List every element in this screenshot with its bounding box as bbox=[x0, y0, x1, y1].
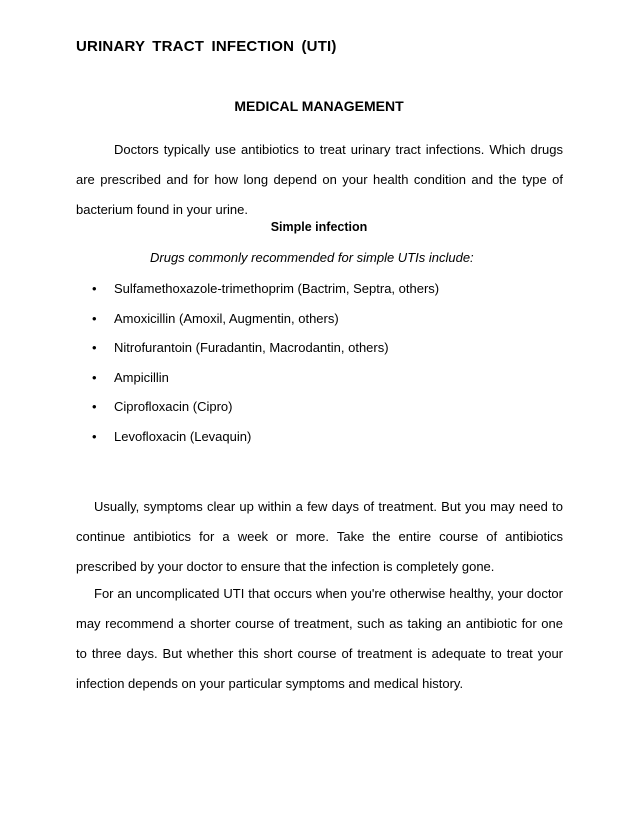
section-heading-text: MEDICAL MANAGEMENT bbox=[234, 98, 404, 114]
subheading-text: Simple infection bbox=[270, 220, 368, 234]
subheading-simple-infection bbox=[0, 220, 638, 234]
bullet-icon: • bbox=[92, 281, 97, 296]
list-item bbox=[92, 308, 439, 338]
document-title: URINARY TRACT INFECTION (UTI) bbox=[76, 38, 337, 55]
uncomplicated-uti-paragraph: For an uncomplicated UTI that occurs when you're otherwise healthy, your doctor may recommend a shorter course of treatment, such as taking an antibiotic for one to three days. But whether this short course of treatment is adequate to treat your infection depends on your particular symptoms and medical history. bbox=[76, 586, 563, 691]
list-item bbox=[92, 367, 439, 397]
drug-name: Amoxicillin (Amoxil, Augmentin, others) bbox=[114, 310, 339, 326]
bullet-icon: • bbox=[92, 310, 97, 326]
treatment-duration-paragraph: Usually, symptoms clear up within a few days of treatment. But you may need to continue antibiotics for a week or more. Take the entire course of antibiotics prescribed by your doctor to ensure that the infection is completely gone. bbox=[76, 499, 563, 574]
list-item bbox=[92, 278, 439, 308]
list-item bbox=[92, 396, 439, 426]
drug-name: Nitrofurantoin (Furadantin, Macrodantin, others) bbox=[114, 340, 389, 356]
list-item bbox=[92, 426, 439, 456]
bullet-icon: • bbox=[92, 399, 97, 415]
bullet-icon: • bbox=[92, 428, 97, 444]
bullet-icon: • bbox=[92, 369, 97, 385]
section-heading bbox=[0, 98, 638, 114]
drug-name: Ampicillin bbox=[114, 369, 169, 385]
drug-name: Sulfamethoxazole-trimethoprim (Bactrim, Septra, others) bbox=[114, 281, 440, 296]
drug-name: Levofloxacin (Levaquin) bbox=[114, 428, 252, 444]
list-item bbox=[92, 337, 439, 367]
intro-paragraph: Doctors typically use antibiotics to treat urinary tract infections. Which drugs are prescribed and for how long depend on your health condition and the type of bacterium found in your urine. bbox=[76, 142, 563, 217]
drug-list bbox=[92, 278, 439, 456]
drug-name: Ciprofloxacin (Cipro) bbox=[114, 399, 233, 415]
bullet-icon: • bbox=[92, 340, 97, 356]
list-intro: Drugs commonly recommended for simple UTIs include: bbox=[150, 250, 474, 265]
